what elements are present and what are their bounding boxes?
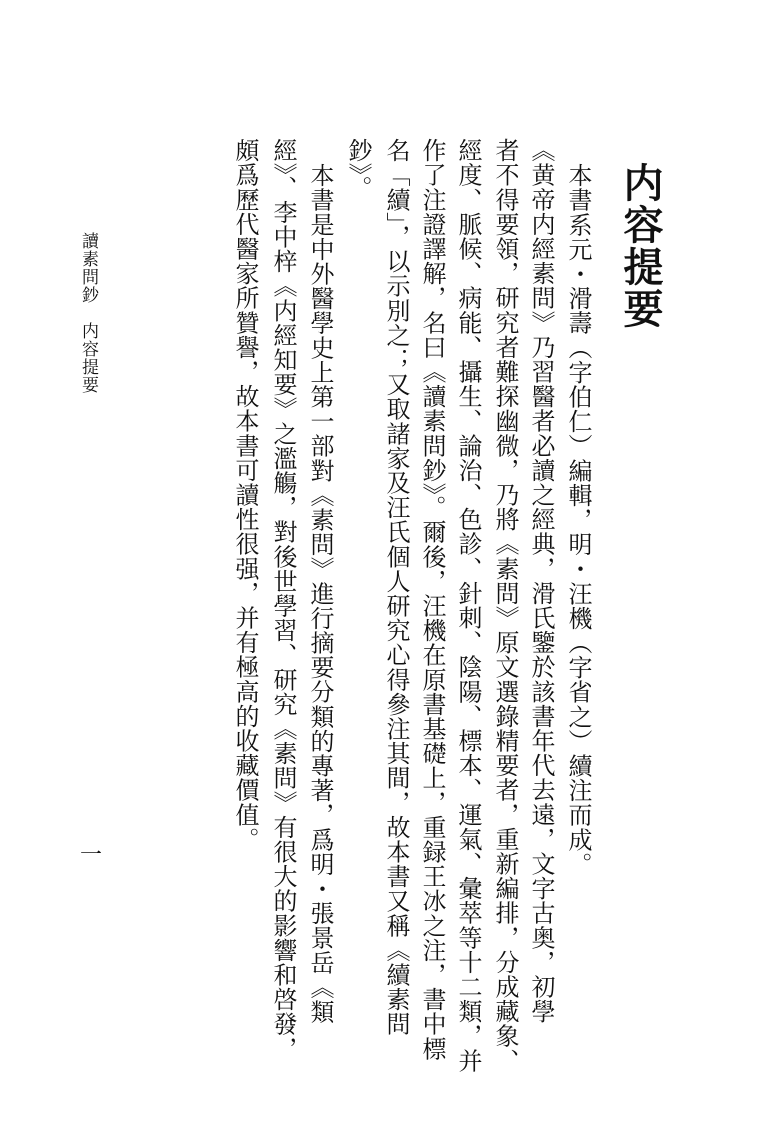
text-column-2: 《黄帝内經素問》乃習醫者必讀之經典，滑氏鑒於該書年代去遠，文字古奥，初學	[527, 138, 555, 1024]
text-column-1: 本書系元・滑壽（字伯仁）編輯，明・汪機（字省之）續注而成。	[564, 163, 592, 877]
text-column-6: 名「續」，以示別之；又取諸家及汪氏個人研究心得參注其間，故本書又稱《續素問	[382, 138, 410, 1037]
text-column-10: 頗爲歷代醫家所贊譽，故本書可讀性很强，并有極高的收藏價值。	[231, 138, 259, 852]
text-column-4: 經度、脈候、病能、攝生、論治、色診、針刺、陰陽、標本、運氣、彙萃等十二類，并	[454, 138, 482, 1073]
text-column-7: 鈔》。	[344, 138, 372, 200]
text-column-8: 本書是中外醫學史上第一部對《素問》進行摘要分類的專著，爲明・張景岳《類	[306, 163, 334, 1024]
text-column-5: 作了注證譯解，名曰《讀素問鈔》。爾後，汪機在原書基礎上，重録王冰之注，書中標	[418, 138, 446, 1061]
page-title: 内容提要	[617, 162, 663, 330]
running-head: 讀素問鈔 内容提要	[78, 232, 98, 394]
text-column-3: 者不得要領，研究者難探幽微，乃將《素問》原文選錄精要者，重新編排，分成藏象、	[491, 138, 519, 1073]
page-number: 一	[80, 843, 103, 868]
text-column-9: 經》、李中梓《内經知要》之濫觴，對後世學習、研究《素問》有很大的影響和啓發，	[269, 138, 297, 1061]
